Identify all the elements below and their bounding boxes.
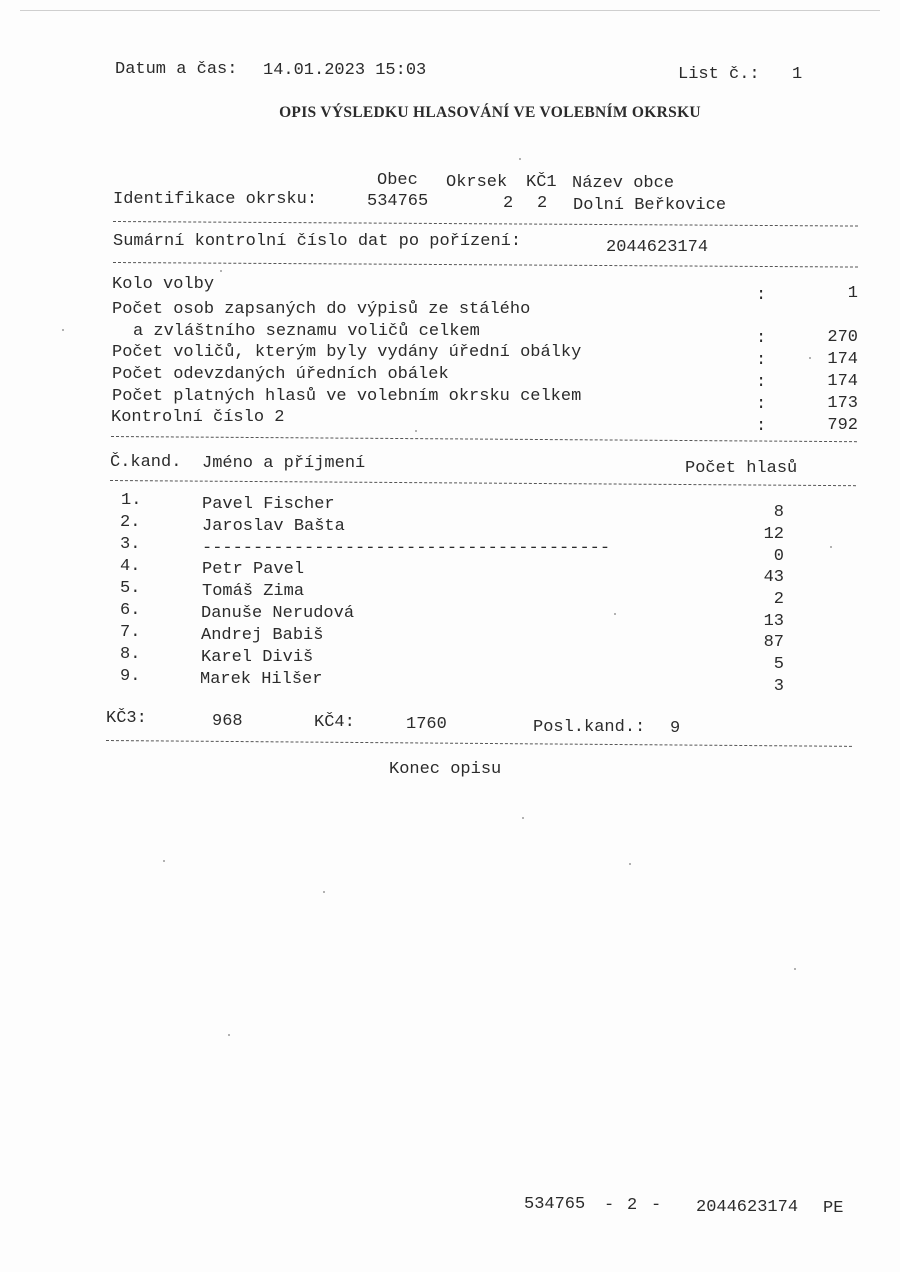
- stat-value: 173: [827, 394, 858, 413]
- stat-label: Počet platných hlasů ve volebním okrsku celkem: [112, 387, 582, 406]
- candidates-header-votes: Počet hlasů: [685, 459, 798, 478]
- col-obec: Obec: [377, 171, 418, 190]
- candidate-name: Jaroslav Bašta: [202, 517, 345, 536]
- scan-speck: [614, 613, 616, 615]
- candidate-votes: 87: [763, 633, 784, 652]
- kc3-value: 968: [212, 712, 243, 731]
- scan-speck: [522, 817, 524, 819]
- scan-speck: [228, 1034, 230, 1036]
- identification-label: Identifikace okrsku:: [113, 190, 318, 209]
- identification-nazev: Dolní Beřkovice: [573, 196, 727, 215]
- scan-speck: [220, 270, 222, 272]
- candidate-number: 1.: [121, 491, 142, 510]
- kc4-value: 1760: [406, 715, 447, 734]
- footer-separator: -: [651, 1196, 662, 1215]
- stat-value: 792: [827, 416, 858, 435]
- col-kc1: KČ1: [526, 173, 557, 192]
- candidate-name: ----------------------------------------: [202, 539, 611, 558]
- stat-label: Počet odevzdaných úředních obálek: [112, 365, 449, 384]
- candidate-number: 9.: [120, 667, 141, 686]
- candidate-votes: 13: [763, 612, 784, 631]
- footer-obec: 534765: [524, 1195, 586, 1214]
- scan-speck: [830, 546, 832, 548]
- identification-obec: 534765: [367, 192, 429, 211]
- scan-top-edge: [20, 10, 880, 11]
- separator: [113, 221, 858, 227]
- stat-label: Počet voličů, kterým byly vydány úřední obálky: [112, 343, 582, 362]
- col-nazev: Název obce: [572, 174, 675, 193]
- document-title: OPIS VÝSLEDKU HLASOVÁNÍ VE VOLEBNÍM OKRSKU: [279, 104, 701, 121]
- datetime-label: Datum a čas:: [115, 60, 238, 79]
- candidate-name: Danuše Nerudová: [201, 604, 355, 623]
- separator: [110, 480, 856, 486]
- stat-label: Kontrolní číslo 2: [111, 408, 285, 427]
- stat-value: 1: [847, 284, 858, 303]
- stat-label-continuation: a zvláštního seznamu voličů celkem: [133, 322, 480, 341]
- datetime-value: 14.01.2023 15:03: [263, 61, 427, 80]
- scan-speck: [794, 968, 796, 970]
- last-candidate-label: Posl.kand.:: [533, 718, 646, 737]
- scan-speck: [62, 329, 64, 331]
- candidate-votes: 5: [773, 655, 784, 674]
- kc4-label: KČ4:: [314, 713, 355, 732]
- kc3-label: KČ3:: [106, 709, 147, 728]
- end-text: Konec opisu: [389, 760, 502, 779]
- footer-okrsek: 2: [627, 1196, 638, 1215]
- scan-speck: [629, 863, 631, 865]
- candidate-number: 3.: [120, 535, 141, 554]
- candidate-number: 2.: [120, 513, 141, 532]
- list-value: 1: [792, 65, 803, 84]
- candidate-number: 5.: [120, 579, 141, 598]
- stat-colon: :: [756, 286, 767, 305]
- candidate-number: 7.: [120, 623, 141, 642]
- candidate-number: 6.: [120, 601, 141, 620]
- stat-colon: :: [756, 417, 767, 436]
- last-candidate-value: 9: [670, 719, 681, 738]
- stat-colon: :: [756, 351, 767, 370]
- col-okrsek: Okrsek: [446, 173, 508, 192]
- candidate-name: Pavel Fischer: [202, 495, 335, 514]
- candidate-votes: 3: [773, 677, 784, 696]
- separator: [106, 740, 852, 747]
- stat-colon: :: [756, 373, 767, 392]
- footer-check-number: 2044623174: [696, 1198, 799, 1217]
- candidate-votes: 12: [763, 525, 784, 544]
- identification-okrsek: 2: [503, 194, 514, 213]
- footer-suffix: PE: [823, 1199, 844, 1218]
- summary-check-value: 2044623174: [606, 238, 709, 257]
- candidates-header-number: Č.kand.: [110, 453, 182, 472]
- footer-separator: -: [604, 1196, 615, 1215]
- stat-label: Kolo volby: [112, 275, 215, 294]
- candidate-votes: 2: [773, 590, 784, 609]
- stat-colon: :: [756, 329, 767, 348]
- stat-value: 270: [827, 328, 858, 347]
- scan-speck: [809, 357, 811, 359]
- scan-speck: [163, 860, 165, 862]
- candidate-name: Andrej Babiš: [201, 626, 324, 645]
- summary-check-label: Sumární kontrolní číslo dat po pořízení:: [113, 232, 522, 251]
- stat-colon: :: [756, 395, 767, 414]
- list-label: List č.:: [678, 65, 760, 84]
- candidate-number: 4.: [120, 557, 141, 576]
- stat-label: Počet osob zapsaných do výpisů ze stálého: [112, 300, 531, 319]
- stat-value: 174: [827, 350, 858, 369]
- separator: [111, 436, 857, 442]
- scan-speck: [519, 158, 521, 160]
- candidate-name: Tomáš Zima: [202, 582, 305, 601]
- candidate-name: Karel Diviš: [201, 648, 314, 667]
- candidate-name: Marek Hilšer: [200, 670, 323, 689]
- candidate-votes: 43: [763, 568, 784, 587]
- stat-value: 174: [827, 372, 858, 391]
- candidate-number: 8.: [120, 645, 141, 664]
- scan-speck: [323, 891, 325, 893]
- candidate-votes: 8: [773, 503, 784, 522]
- scan-speck: [415, 430, 417, 432]
- separator: [113, 262, 858, 268]
- identification-kc1: 2: [537, 194, 548, 213]
- candidate-name: Petr Pavel: [202, 560, 305, 579]
- candidates-header-name: Jméno a příjmení: [202, 454, 366, 473]
- candidate-votes: 0: [773, 547, 784, 566]
